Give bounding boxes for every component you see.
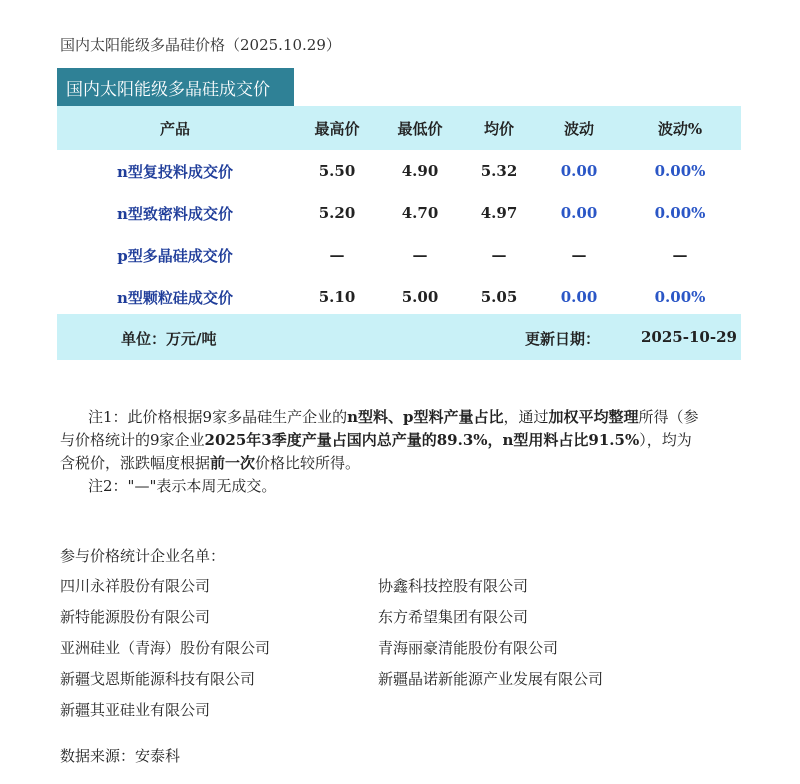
cell-high: — <box>329 246 345 264</box>
table-title-tab: 国内太阳能级多晶硅成交价 <box>57 68 294 106</box>
note-1-text: 所得（参与价格统计的9家企业 <box>60 408 699 449</box>
update-date-value: 2025-10-29 <box>641 328 737 346</box>
cell-low: 4.90 <box>401 162 439 180</box>
price-table <box>57 106 741 318</box>
company-item: 东方希望集团有限公司 <box>378 608 529 626</box>
note-1-bold: 2025年3季度产量占国内总产量的89.3%，n型用料占比91.5% <box>204 431 640 449</box>
note-1-bold: n型料、p型料产量占比 <box>347 408 504 426</box>
table-header-row <box>57 106 741 150</box>
company-list-title: 参与价格统计企业名单： <box>60 547 226 565</box>
note-1 <box>60 406 700 475</box>
cell-avg: 5.05 <box>480 288 518 306</box>
header-low: 最低价 <box>397 119 443 138</box>
cell-product: n型颗粒硅成交价 <box>117 288 233 307</box>
note-1-text: ），均为含税价，涨跌幅度根据 <box>60 431 692 472</box>
notes-section <box>60 406 700 498</box>
table-footer-row <box>57 314 741 360</box>
table-row <box>57 234 741 276</box>
cell-change-pct: 0.00% <box>654 288 706 306</box>
cell-product: p型多晶硅成交价 <box>117 246 233 265</box>
company-item: 新疆其亚硅业有限公司 <box>60 701 211 719</box>
header-avg: 均价 <box>483 119 514 138</box>
header-product: 产品 <box>159 119 190 138</box>
cell-product: n型复投料成交价 <box>117 162 233 181</box>
header-change: 波动 <box>563 119 594 138</box>
cell-avg: — <box>491 246 507 264</box>
cell-low: 4.70 <box>401 204 439 222</box>
cell-high: 5.50 <box>318 162 356 180</box>
company-item: 新疆晶诺新能源产业发展有限公司 <box>378 670 604 688</box>
company-item: 新特能源股份有限公司 <box>60 608 211 626</box>
page-title: 国内太阳能级多晶硅价格（2025.10.29） <box>60 36 341 54</box>
company-item: 亚洲硅业（青海）股份有限公司 <box>60 639 271 657</box>
cell-change: 0.00 <box>560 204 598 222</box>
company-item: 四川永祥股份有限公司 <box>60 577 211 595</box>
cell-change: 0.00 <box>560 288 598 306</box>
note-1-bold: 前一次 <box>210 454 256 472</box>
table-row <box>57 192 741 234</box>
cell-avg: 5.32 <box>480 162 518 180</box>
note-1-bold: 加权平均整理 <box>548 408 639 426</box>
cell-high: 5.10 <box>318 288 356 306</box>
table-row <box>57 276 741 318</box>
cell-change-pct: 0.00% <box>654 162 706 180</box>
cell-change-pct: — <box>672 246 688 264</box>
note-2: 注2："—"表示本周无成交。 <box>88 477 277 495</box>
company-item: 青海丽豪清能股份有限公司 <box>378 639 559 657</box>
note-1-text: ，通过 <box>503 408 549 426</box>
cell-high: 5.20 <box>318 204 356 222</box>
company-item: 协鑫科技控股有限公司 <box>378 577 529 595</box>
header-high: 最高价 <box>314 119 360 138</box>
cell-avg: 4.97 <box>480 204 518 222</box>
cell-change-pct: 0.00% <box>654 204 706 222</box>
table-row <box>57 150 741 192</box>
update-date-label: 更新日期： <box>525 330 601 348</box>
cell-low: 5.00 <box>401 288 439 306</box>
cell-low: — <box>412 246 428 264</box>
cell-change: — <box>571 246 587 264</box>
note-1-text: 价格比较所得。 <box>255 454 361 472</box>
data-source: 数据来源：安泰科 <box>60 747 181 765</box>
note-1-text: 注1：此价格根据9家多晶硅生产企业的 <box>88 408 348 426</box>
unit-label: 单位：万元/吨 <box>121 330 217 348</box>
cell-change: 0.00 <box>560 162 598 180</box>
cell-product: n型致密料成交价 <box>117 204 233 223</box>
header-change-pct: 波动% <box>657 119 703 138</box>
company-item: 新疆戈恩斯能源科技有限公司 <box>60 670 256 688</box>
